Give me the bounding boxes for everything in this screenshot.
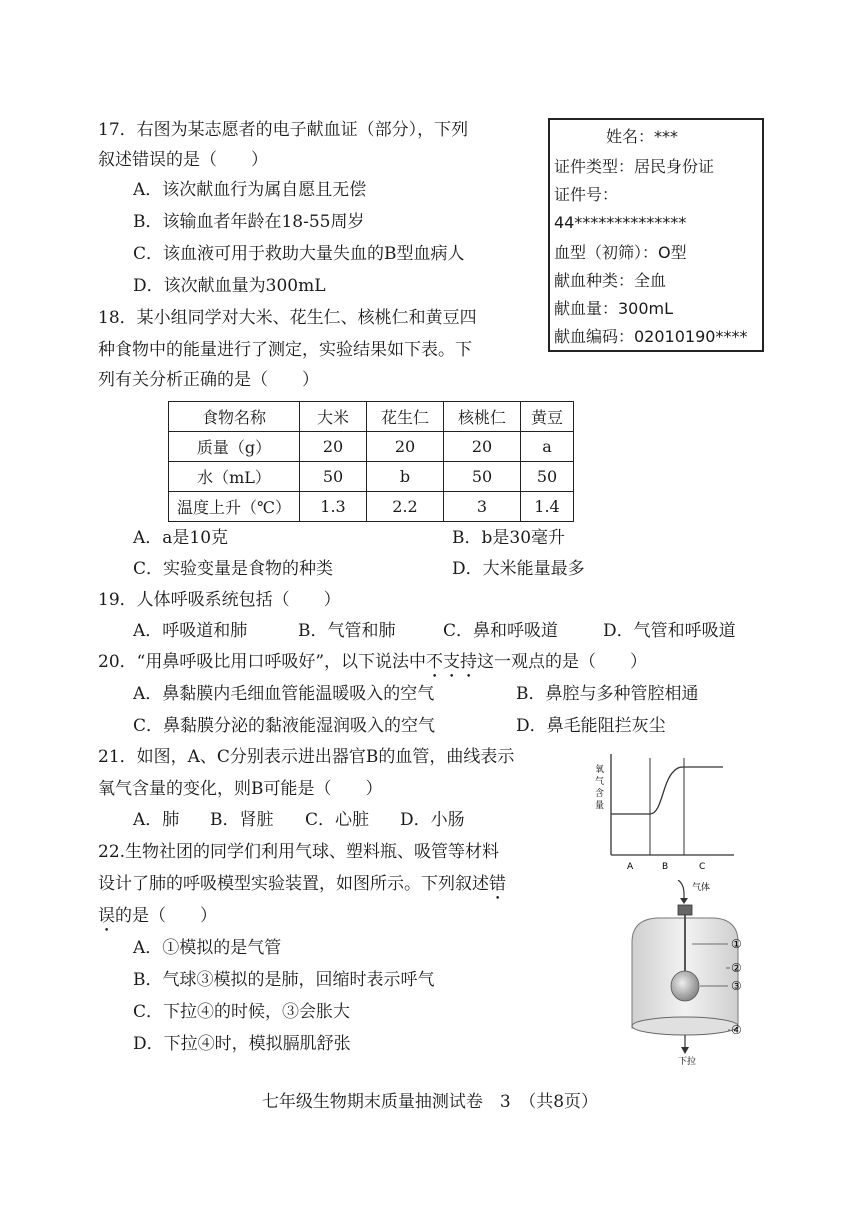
q17-option-b: B．该输血者年龄在18-55周岁 <box>133 212 365 232</box>
q22-option-d: D．下拉④时，模拟膈肌舒张 <box>133 1034 351 1054</box>
q18-stem-line2: 种食物中的能量进行了测定，实验结果如下表。下 <box>98 340 472 360</box>
q18-option-d: D．大米能量最多 <box>452 559 585 579</box>
q22-stem-emphasis-2: 误 <box>98 906 115 926</box>
marker-1: ① <box>731 937 742 951</box>
q20-stem-emphasis: 不支持 <box>426 652 478 672</box>
q22-option-b: B．气球③模拟的是肺，回缩时表示呼气 <box>133 970 435 990</box>
q18-option-a: A．a是10克 <box>133 528 229 548</box>
table-header-cell: 核桃仁 <box>444 402 521 432</box>
q17-option-c: C．该血液可用于救助大量失血的B型血病人 <box>133 244 465 264</box>
card-donation-code: 献血编码：02010190**** <box>554 327 748 346</box>
marker-4: ④ <box>731 1023 742 1037</box>
table-row <box>169 492 574 522</box>
q22-option-a: A．①模拟的是气管 <box>133 938 282 958</box>
marker-3: ③ <box>731 979 742 993</box>
x-label-c: C <box>699 862 706 872</box>
table-cell: 1.4 <box>521 492 574 522</box>
table-header-cell: 黄豆 <box>521 402 574 432</box>
y-axis-label-char: 量 <box>595 801 605 811</box>
q18-stem-line1: 18．某小组同学对大米、花生仁、核桃仁和黄豆四 <box>98 308 477 328</box>
q22-stem-emphasis-1: 错 <box>489 874 506 894</box>
q21-stem-line2: 氧气含量的变化，则B可能是（ ） <box>98 779 383 799</box>
y-axis-label-char: 含 <box>595 789 605 799</box>
q22-stem-line2-text: 设计了肺的呼吸模型实验装置，如图所示。下列叙述 <box>98 874 489 894</box>
table-cell: 50 <box>300 462 367 492</box>
q20-stem <box>98 650 647 682</box>
q19-option-b: B．气管和肺 <box>298 621 396 641</box>
q18-option-b: B．b是30毫升 <box>452 528 566 548</box>
table-cell: 3 <box>444 492 521 522</box>
card-blood-type: 血型（初筛）：O型 <box>554 243 687 262</box>
pull-label: 下拉 <box>678 1057 697 1065</box>
x-label-b: B <box>662 862 669 872</box>
table-header-cell: 食物名称 <box>169 402 300 432</box>
card-name: 姓名：*** <box>606 127 679 146</box>
table-cell: a <box>521 432 574 462</box>
q21-option-d: D．小肠 <box>400 810 465 830</box>
blood-donation-card <box>548 118 764 352</box>
q18-option-c: C．实验变量是食物的种类 <box>133 559 334 579</box>
pull-arrowhead <box>681 1047 689 1054</box>
oxygen-curve-figure <box>592 752 742 874</box>
q21-stem-line1: 21．如图，A、C分别表示进出器官B的血管，曲线表示 <box>98 747 515 767</box>
table-row <box>169 432 574 462</box>
gas-label: 气体 <box>692 883 711 893</box>
q19-stem: 19．人体呼吸系统包括（ ） <box>98 590 341 610</box>
food-energy-table <box>168 401 574 522</box>
bottle-cap <box>678 905 692 915</box>
lung-model-figure <box>620 880 760 1065</box>
table-cell: 50 <box>521 462 574 492</box>
q22-stem-line3-text: 的是（ ） <box>115 906 217 926</box>
card-donation-amount: 献血量：300mL <box>554 299 674 318</box>
q17-stem-line1: 17．右图为某志愿者的电子献血证（部分），下列 <box>98 120 469 140</box>
q19-option-d: D．气管和呼吸道 <box>603 621 736 641</box>
table-cell: 1.3 <box>300 492 367 522</box>
q21-option-a: A．肺 <box>133 810 180 830</box>
y-axis-label-char: 气 <box>595 777 605 787</box>
table-row <box>169 462 574 492</box>
table-cell: 温度上升（℃） <box>169 492 300 522</box>
table-cell: 2.2 <box>367 492 444 522</box>
table-cell: 20 <box>367 432 444 462</box>
rubber-membrane <box>632 1017 738 1035</box>
x-label-a: A <box>627 862 634 872</box>
table-header-cell: 花生仁 <box>367 402 444 432</box>
q20-stem-part2: 这一观点的是（ ） <box>477 652 648 672</box>
q20-stem-part1: 20．“用鼻呼吸比用口呼吸好”，以下说法中 <box>98 652 427 672</box>
page-footer: 七年级生物期末质量抽测试卷 3 （共8页） <box>261 1092 599 1112</box>
table-cell: 20 <box>444 432 521 462</box>
q20-option-d: D．鼻毛能阻拦灰尘 <box>516 716 666 736</box>
y-axis-label-char: 氧 <box>595 765 605 775</box>
table-header-row <box>169 402 574 432</box>
card-id-label: 证件号： <box>554 185 619 204</box>
table-cell: 水（mL） <box>169 462 300 492</box>
card-id-number: 44************** <box>554 213 687 232</box>
q21-option-b: B．肾脏 <box>210 810 274 830</box>
table-header-cell: 大米 <box>300 402 367 432</box>
q17-option-d: D．该次献血量为300mL <box>133 276 326 296</box>
q22-option-c: C．下拉④的时候，③会胀大 <box>133 1002 351 1022</box>
q22-stem-line1: 22.生物社团的同学们利用气球、塑料瓶、吸管等材料 <box>98 842 500 862</box>
gas-arrowhead <box>680 898 688 904</box>
q17-stem-line2: 叙述错误的是（ ） <box>98 150 268 170</box>
q22-stem-line2 <box>98 872 506 904</box>
table-cell: 50 <box>444 462 521 492</box>
table-cell: b <box>367 462 444 492</box>
q21-option-c: C．心脏 <box>305 810 370 830</box>
q20-option-b: B．鼻腔与多种管腔相通 <box>516 684 699 704</box>
table-cell: 20 <box>300 432 367 462</box>
oxygen-curve <box>611 767 723 814</box>
card-donation-kind: 献血种类：全血 <box>554 271 667 290</box>
q19-option-a: A．呼吸道和肺 <box>133 621 248 641</box>
q20-option-a: A．鼻黏膜内毛细血管能温暖吸入的空气 <box>133 684 435 704</box>
balloon <box>671 971 699 1001</box>
q20-option-c: C．鼻黏膜分泌的黏液能湿润吸入的空气 <box>133 716 436 736</box>
card-id-type: 证件类型：居民身份证 <box>554 157 715 176</box>
q18-stem-line3: 列有关分析正确的是（ ） <box>98 370 319 390</box>
q17-option-a: A．该次献血行为属自愿且无偿 <box>133 180 367 200</box>
q19-option-c: C．鼻和呼吸道 <box>443 621 559 641</box>
marker-2: ② <box>731 961 742 975</box>
q22-stem-line3 <box>98 904 217 936</box>
table-cell: 质量（g） <box>169 432 300 462</box>
